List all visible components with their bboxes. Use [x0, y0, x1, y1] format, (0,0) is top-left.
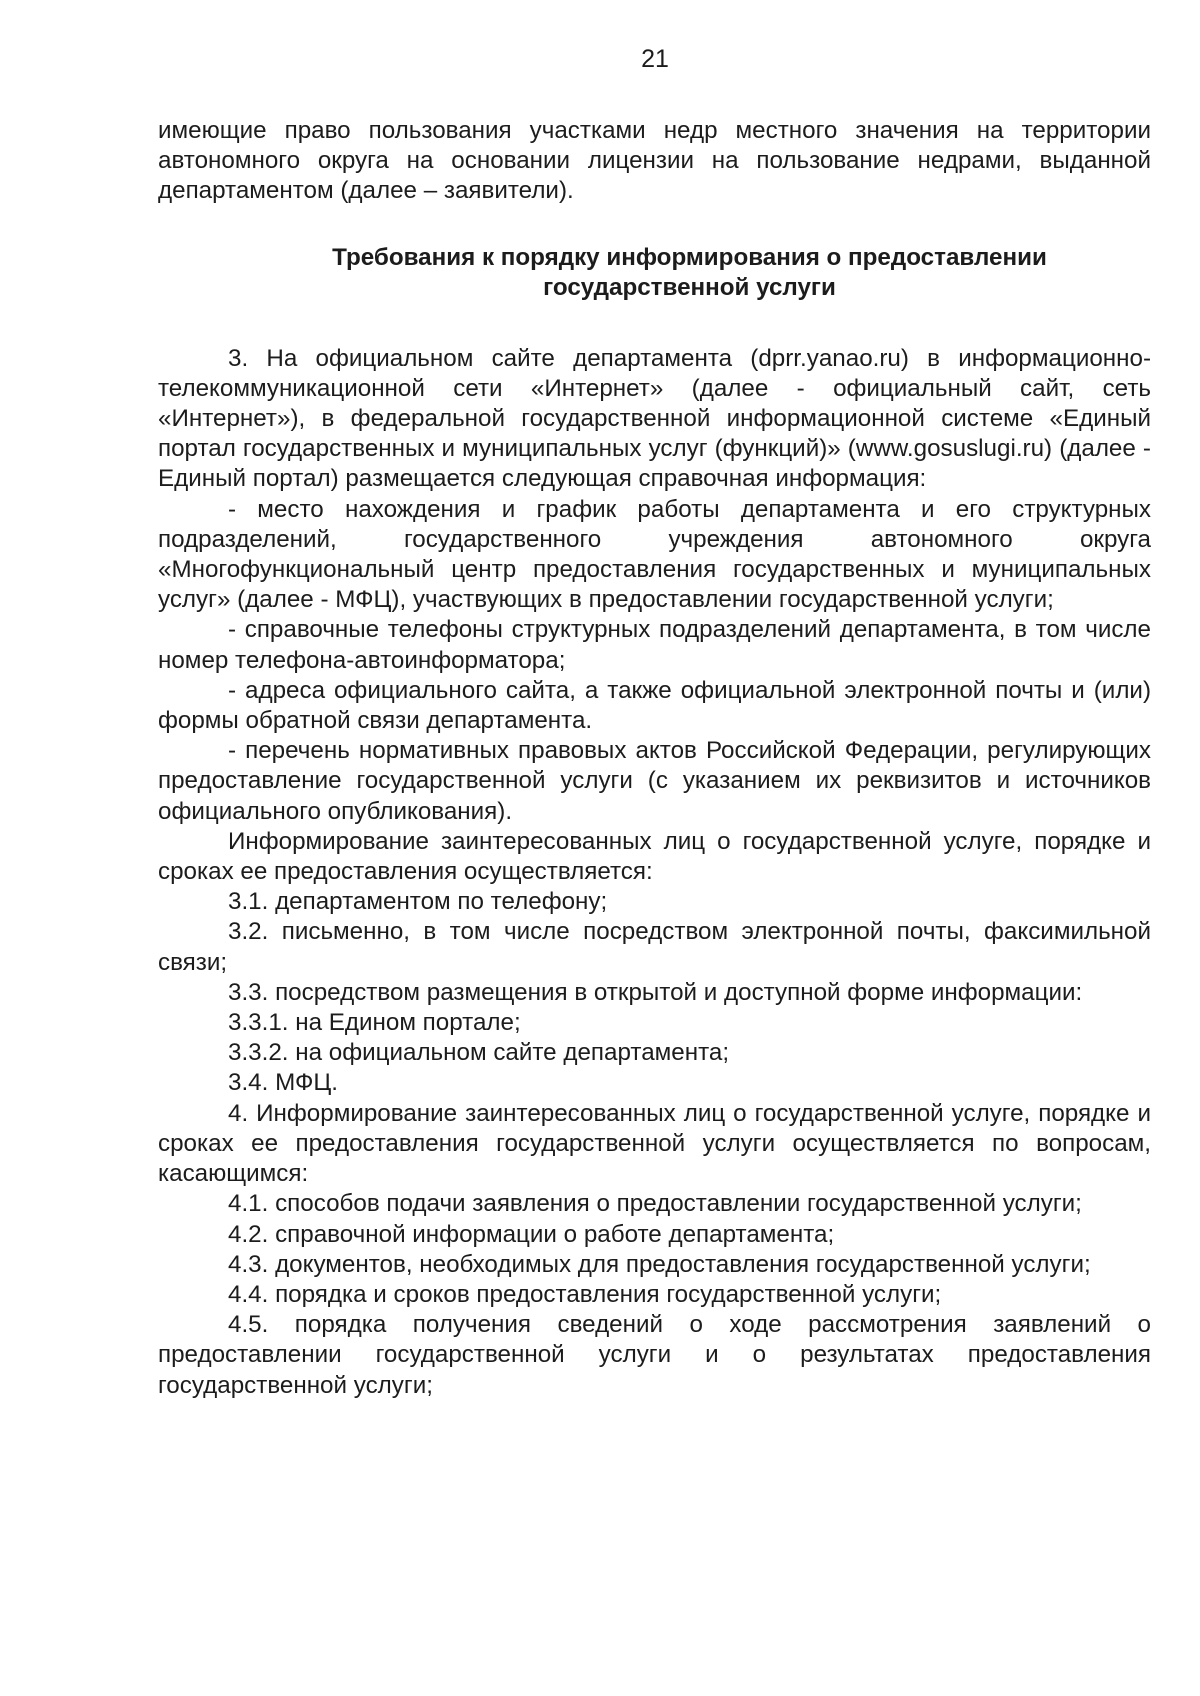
section-heading: Требования к порядку информирования о предоставлении государственной услуги	[332, 243, 1047, 301]
paragraph-intro: имеющие право пользования участками недр местного значения на территории автономного округа на основании лицензии на пользование недрами, выданной департаментом (далее – заявители).	[158, 117, 1151, 205]
item-3-1: 3.1. департаментом по телефону;	[228, 888, 608, 916]
item-4-5: 4.5. порядка получения сведений о ходе рассмотрения заявлений о предоставлении государственной услуги и о результатах предоставления государственной услуги;	[158, 1311, 1151, 1399]
bullet-legal-acts: - перечень нормативных правовых актов Российской Федерации, регулирующих предоставление государственной услуги (с указанием их реквизитов и источников официального опубликования).	[158, 737, 1151, 825]
bullet-phones: - справочные телефоны структурных подразделений департамента, в том числе номер телефона-автоинформатора;	[158, 616, 1151, 674]
paragraph-3: 3. На официальном сайте департамента (dprr.yanao.ru) в информационно-телекоммуникационной сети «Интернет» (далее - официальный сайт, сеть «Интернет»), в федеральной государственной информационной системе «Единый портал государственных и муниципальных услуг (функций)» (www.gosuslugi.ru) (далее - Единый портал) размещается следующая справочная информация:	[158, 344, 1151, 493]
item-4-4: 4.4. порядка и сроков предоставления государственной услуги;	[228, 1280, 942, 1308]
item-3-2: 3.2. письменно, в том числе посредством электронной почты, факсимильной связи;	[158, 918, 1151, 976]
item-4-1: 4.1. способов подачи заявления о предоставлении государственной услуги;	[228, 1190, 1082, 1218]
item-3-3-2: 3.3.2. на официальном сайте департамента;	[228, 1039, 730, 1067]
document-body	[158, 116, 1151, 1401]
item-3-3: 3.3. посредством размещения в открытой и доступной форме информации:	[228, 978, 1083, 1006]
item-3-3-1: 3.3.1. на Едином портале;	[228, 1009, 521, 1037]
item-4-2: 4.2. справочной информации о работе департамента;	[228, 1220, 835, 1248]
paragraph-informing: Информирование заинтересованных лиц о государственной услуге, порядке и сроках ее предоставления осуществляется:	[158, 827, 1151, 886]
item-4-3: 4.3. документов, необходимых для предоставления государственной услуги;	[228, 1250, 1091, 1278]
bullet-location-schedule: - место нахождения и график работы департамента и его структурных подразделений, государственного учреждения автономного округа «Многофункциональный центр предоставления государственных и муниципальных услуг» (далее - МФЦ), участвующих в предоставлении государственной услуги;	[158, 495, 1151, 614]
paragraph-4: 4. Информирование заинтересованных лиц о государственной услуге, порядке и сроках ее предоставления государственной услуги осуществляется по вопросам, касающимся:	[158, 1099, 1151, 1188]
page-number: 21	[641, 45, 669, 73]
bullet-addresses: - адреса официального сайта, а также официальной электронной почты и (или) формы обратной связи департамента.	[158, 676, 1151, 735]
item-3-4: 3.4. МФЦ.	[228, 1069, 338, 1097]
